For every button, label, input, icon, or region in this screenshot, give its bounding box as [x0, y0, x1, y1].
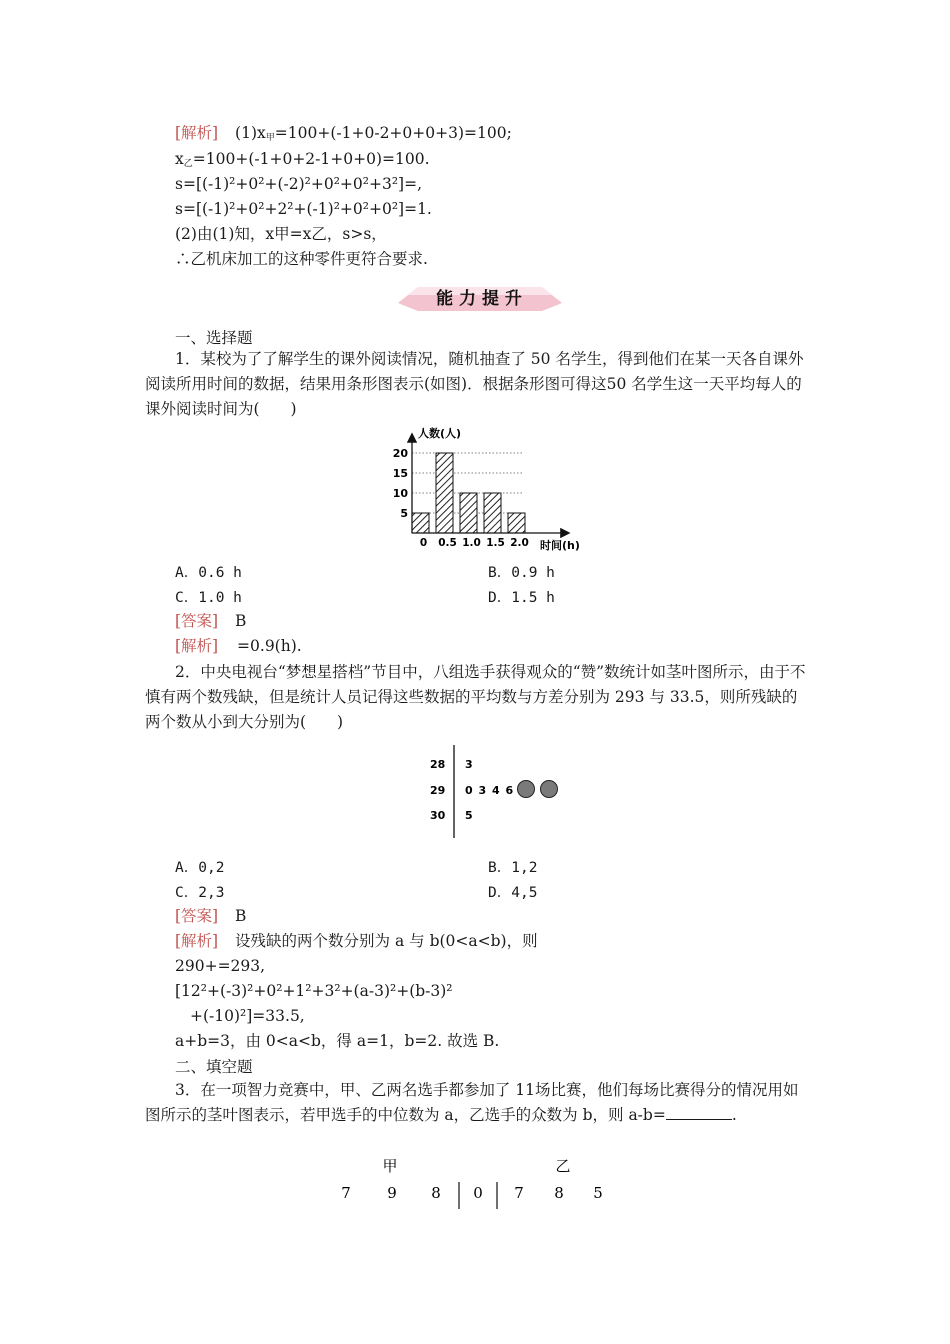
- q2-option-a: A．0,2: [175, 860, 225, 876]
- bar: [436, 453, 453, 533]
- section-banner: [392, 283, 567, 313]
- analysis-tag: [解析]: [175, 637, 219, 655]
- solution-line-2: $x_乙=100+(-1+0+2-1+0+0)=100$.: [175, 150, 430, 169]
- q1-answer: [答案] B: [175, 612, 247, 630]
- answer-tag: [答案]: [175, 907, 219, 925]
- left-leaf: 8: [431, 1184, 441, 1202]
- q2-analysis-1: [解析] 设残缺的两个数分别为 a 与 b(0<a<b)，则: [175, 932, 538, 950]
- bar-chart: [368, 425, 593, 555]
- bar: [508, 513, 525, 533]
- question-3-text: 3．在一项智力竞赛中，甲、乙两名选手都参加了 11场比赛，他们每场比赛得分的情况用如图所示的茎叶图表示，若甲选手的中位数为 a，乙选手的众数为 b，则 a-b= .: [145, 1081, 799, 1124]
- x-tick-label: 0.5: [438, 537, 457, 549]
- y-tick-label: 20: [392, 447, 408, 460]
- x-tick-label: 2.0: [510, 537, 529, 549]
- y-axis-label: 人数(人): [418, 427, 462, 440]
- q2-analysis-4: +(-10)²]=33.5,: [190, 1007, 305, 1025]
- q2-option-c: C．2,3: [175, 885, 225, 901]
- y-tick-label: 10: [392, 487, 408, 500]
- bar: [484, 493, 501, 533]
- x-tick-label: 1.5: [486, 537, 505, 549]
- leaves-28: 3: [465, 758, 473, 771]
- left-leaf: 7: [341, 1184, 351, 1202]
- right-leaf: 5: [593, 1184, 603, 1202]
- answer-tag: [答案]: [175, 612, 219, 630]
- stem-leaf-plot-q2: [420, 745, 580, 840]
- solution-line-5: (2)由(1)知，x甲=x乙，s>s，: [175, 225, 387, 243]
- x-tick-label: 0: [419, 537, 428, 549]
- q2-option-d: D．4,5: [488, 885, 538, 901]
- y-tick-label: 15: [392, 467, 408, 480]
- solution-line-6: ∴乙机床加工的这种零件更符合要求.: [175, 250, 428, 268]
- q1-option-a: A．0.6 h: [175, 565, 242, 581]
- q1-option-b: B．0.9 h: [488, 565, 555, 581]
- missing-leaf-1: [518, 781, 535, 798]
- right-leaf: 7: [514, 1184, 524, 1202]
- analysis-tag: [解析]: [175, 124, 219, 142]
- solution-line-3: s=[(-1)²+0²+(-2)²+0²+0²+3²]=,: [175, 175, 423, 193]
- question-2-text: 2．中央电视台“梦想星搭档”节目中，八组选手获得观众的“赞”数统计如茎叶图所示，由于不慎有两个数残缺，但是统计人员记得这些数据的平均数与方差分别为 293 与 33.5，则所残缺的两个数从小到大分别为( ): [145, 663, 806, 731]
- question-1-text: 1．某校为了了解学生的课外阅读情况，随机抽查了 50 名学生，得到他们在某一天各自课外阅读所用时间的数据，结果用条形图表示(如图)．根据条形图可得这50 名学生这一天平均每人的课外阅读时间为( ): [145, 350, 804, 418]
- stem-29: 29: [430, 784, 446, 797]
- stem-30: 30: [430, 809, 446, 822]
- stem-value: 0: [473, 1184, 483, 1202]
- q1-analysis: [解析] =0.9(h).: [175, 637, 302, 655]
- left-leaf: 9: [387, 1184, 397, 1202]
- answer-blank: [666, 1105, 732, 1120]
- bar: [412, 513, 429, 533]
- section-choice: 一、选择题: [175, 329, 253, 347]
- q1-option-c: C．1.0 h: [175, 590, 242, 606]
- x-axis-label: 时间(h): [540, 539, 580, 552]
- q2-option-b: B．1,2: [488, 860, 538, 876]
- leaves-30: 5: [465, 809, 473, 822]
- q2-analysis-3: [12²+(-3)²+0²+1²+3²+(a-3)²+(b-3)²: [175, 982, 453, 1000]
- y-tick-label: 5: [400, 507, 408, 520]
- solution-line-1: [解析] $(1)x_甲=100+(-1+0-2+0+0+3)=100$;: [175, 124, 512, 143]
- missing-leaf-2: [541, 781, 558, 798]
- left-label: 甲: [382, 1157, 398, 1175]
- x-tick-label: 1.0: [462, 537, 481, 549]
- right-leaf: 8: [554, 1184, 564, 1202]
- section-fill-blank: 二、填空题: [175, 1058, 253, 1076]
- bar: [460, 493, 477, 533]
- stem-28: 28: [430, 758, 446, 771]
- banner-title: 能 力 提 升: [436, 289, 522, 309]
- leaves-29: 0 3 4 6: [465, 784, 515, 797]
- right-label: 乙: [555, 1157, 571, 1175]
- solution-line-4: s=[(-1)²+0²+2²+(-1)²+0²+0²]=1.: [175, 200, 432, 218]
- q1-option-d: D．1.5 h: [488, 590, 555, 606]
- q2-analysis-2: 290+=293,: [175, 957, 266, 975]
- analysis-tag: [解析]: [175, 932, 219, 950]
- stem-leaf-plot-q3: [330, 1155, 620, 1213]
- q2-answer: [答案] B: [175, 907, 247, 925]
- q2-analysis-5: a+b=3，由 0<a<b，得 a=1，b=2. 故选 B.: [175, 1032, 500, 1050]
